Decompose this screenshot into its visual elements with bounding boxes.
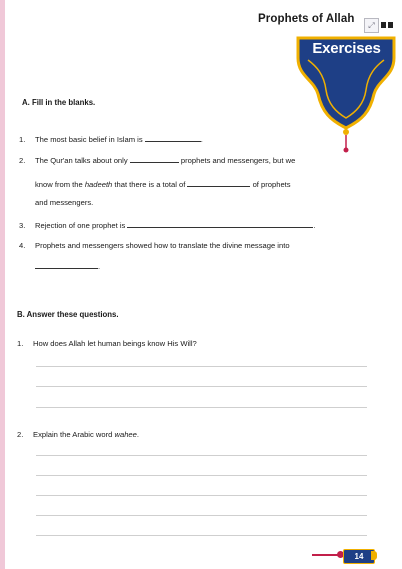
badge-label: Exercises <box>312 40 381 57</box>
blank-field[interactable] <box>127 227 313 228</box>
item-punct: . <box>98 262 101 271</box>
answer-line[interactable] <box>36 495 367 496</box>
item-punct: . <box>313 221 316 230</box>
item-text: The most basic belief in Islam is <box>35 135 143 144</box>
section-b-heading: B. Answer these questions. <box>17 310 119 319</box>
question-text: Explain the Arabic word <box>33 430 113 439</box>
question-punct: . <box>136 430 139 439</box>
question-1: How does Allah let human beings know His Will? <box>33 339 197 348</box>
fill-item-1 <box>35 135 203 145</box>
question-emphasis: wahee <box>114 430 137 439</box>
item-text: know from the <box>35 180 83 189</box>
blank-field[interactable] <box>145 141 201 142</box>
fill-item-3 <box>35 221 316 231</box>
item-number: 3. <box>19 221 26 230</box>
question-number: 2. <box>17 430 24 439</box>
blank-field[interactable] <box>187 186 250 187</box>
section-a-heading: A. Fill in the blanks. <box>22 98 96 107</box>
fill-item-2-line2 <box>35 180 291 190</box>
blank-field[interactable] <box>130 162 179 163</box>
page-edge-strip <box>0 0 5 569</box>
answer-line[interactable] <box>36 455 367 456</box>
page-marker-icon <box>388 22 393 28</box>
answer-line[interactable] <box>36 475 367 476</box>
answer-line[interactable] <box>36 407 367 408</box>
question-number: 1. <box>17 339 24 348</box>
answer-line[interactable] <box>36 515 367 516</box>
fill-item-4: Prophets and messengers showed how to translate the divine message into <box>35 241 290 250</box>
item-number: 1. <box>19 135 26 144</box>
item-text: of prophets <box>252 180 291 189</box>
question-2 <box>33 430 139 440</box>
item-number: 2. <box>19 156 26 165</box>
item-text: The Qur'an talks about only <box>35 156 128 165</box>
item-text: Rejection of one prophet is <box>35 221 126 230</box>
page-marker-icon <box>381 22 386 28</box>
blank-field[interactable] <box>35 268 98 269</box>
answer-line[interactable] <box>36 366 367 367</box>
page-tab-notch <box>371 551 377 560</box>
item-text: prophets and messengers, but we <box>180 156 296 165</box>
item-emphasis: hadeeth <box>84 180 113 189</box>
fill-item-2 <box>35 156 295 166</box>
answer-line[interactable] <box>36 535 367 536</box>
answer-line[interactable] <box>36 386 367 387</box>
fill-item-2-line3: and messengers. <box>35 198 94 207</box>
page-number: 14 <box>343 549 375 564</box>
item-punct: . <box>200 135 203 144</box>
item-text: that there is a total of <box>114 180 186 189</box>
expand-icon[interactable]: ⤢ <box>364 18 379 33</box>
fill-item-4-line2 <box>35 262 100 272</box>
page-title: Prophets of Allah <box>258 13 355 25</box>
item-number: 4. <box>19 241 26 250</box>
